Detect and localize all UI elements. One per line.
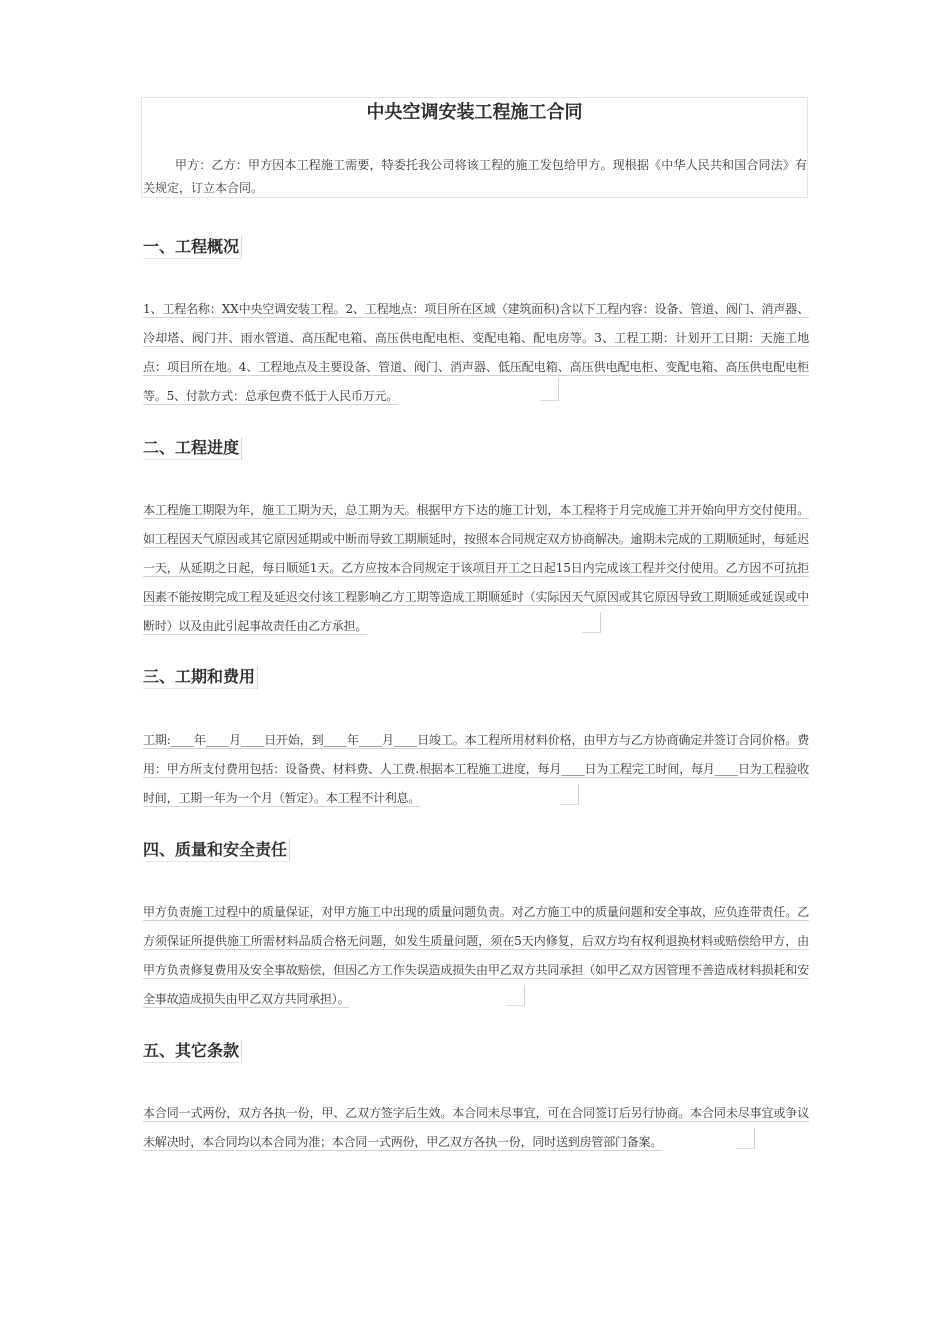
section-text: 甲方负责施工过程中的质量保证，对甲方施工中出现的质量问题负责。对乙方施工中的质量问题和安全事故，应负连带责任。乙方须保证所提供施工所需材料品质合格无问题，如发生质量问题，须在5天内修复，后双方均有权利退换材料或赔偿给甲方，由甲方负责修复费用及安全事故赔偿，但因乙方工作失误造成损失由甲乙双方共同承担（如甲乙双方因管理不善造成材料损耗和安全事故造成损失由甲乙双方共同承担）。 <box>143 905 809 1006</box>
frame-marker <box>540 378 559 401</box>
section-heading-other: 五、其它条款 <box>143 1040 242 1063</box>
section-text: 本合同一式两份，双方各执一份，甲、乙双方签字后生效。本合同未尽事宜，可在合同签订后另行协商。本合同未尽事宜或争议未解决时，本合同均以本合同为准；本合同一式两份，甲乙双方各执一份，同时送到房管部门备案。 <box>143 1106 809 1149</box>
section-body-schedule <box>143 726 809 813</box>
title-block <box>141 97 808 198</box>
section-heading-schedule: 三、工期和费用 <box>143 666 258 689</box>
section-text: 本工程施工期限为年，施工工期为天，总工期为天。根据甲方下达的施工计划，本工程将于月完成施工并开始向甲方交付使用。如工程因天气原因或其它原因延期或中断而导致工期顺延时，按照本合同规定双方协商解决。逾期未完成的工期顺延时，每延迟一天，从延期之日起，每日顺延1天。乙方应按本合同规定于该项目开工之日起15日内完成该工程并交付使用。乙方因不可抗拒因素不能按期完成工程及延迟交付该工程影响乙方工期等造成工期顺延时（实际因天气原因或其它原因导致工期顺延或延误或中断时）以及由此引起事故责任由乙方承担。 <box>143 503 809 633</box>
section-text: 工期:____年____月____日开始，到____年____月____日竣工。本工程所用材料价格，由甲方与乙方协商确定并签订合同价格。费用：甲方所支付费用包括：设备费、材料费、人工费.根据本工程施工进度，每月____日为工程完工时间，每月____日为工程验收时间，工期一年为一个月（暂定）。本工程不计利息。 <box>143 733 809 805</box>
section-text: 1、工程名称：XX中央空调安装工程。2、工程地点：项目所在区域（建筑面积)含以下工程内容：设备、管道、阀门、消声器、冷却塔、阀门井、雨水管道、高压配电箱、高压供电配电柜、变配电箱、配电房等。3、工程工期：计划开工日期：天施工地点：项目所在地。4、工程地点及主要设备、管道、阀门、消声器、低压配电箱、高压供电配电柜、变配电箱、高压供电配电柜等。5、付款方式：总承包费不低于人民币万元。 <box>143 302 809 403</box>
section-heading-quality: 四、质量和安全责任 <box>143 839 290 862</box>
section-heading-overview: 一、工程概况 <box>143 236 242 259</box>
frame-marker <box>582 612 601 633</box>
section-body-overview <box>143 295 809 411</box>
section-heading-progress: 二、工程进度 <box>143 437 242 460</box>
frame-marker <box>736 1128 755 1149</box>
section-body-quality <box>143 898 809 1014</box>
frame-marker <box>506 985 525 1006</box>
section-body-progress <box>143 496 809 641</box>
intro-paragraph: 甲方：乙方：甲方因本工程施工需要，特委托我公司将该工程的施工发包给甲方。现根据《中华人民共和国合同法》有关规定，订立本合同。 <box>143 158 807 195</box>
frame-marker <box>560 784 579 805</box>
section-body-other <box>143 1099 809 1157</box>
document-title: 中央空调安装工程施工合同 <box>366 102 583 123</box>
